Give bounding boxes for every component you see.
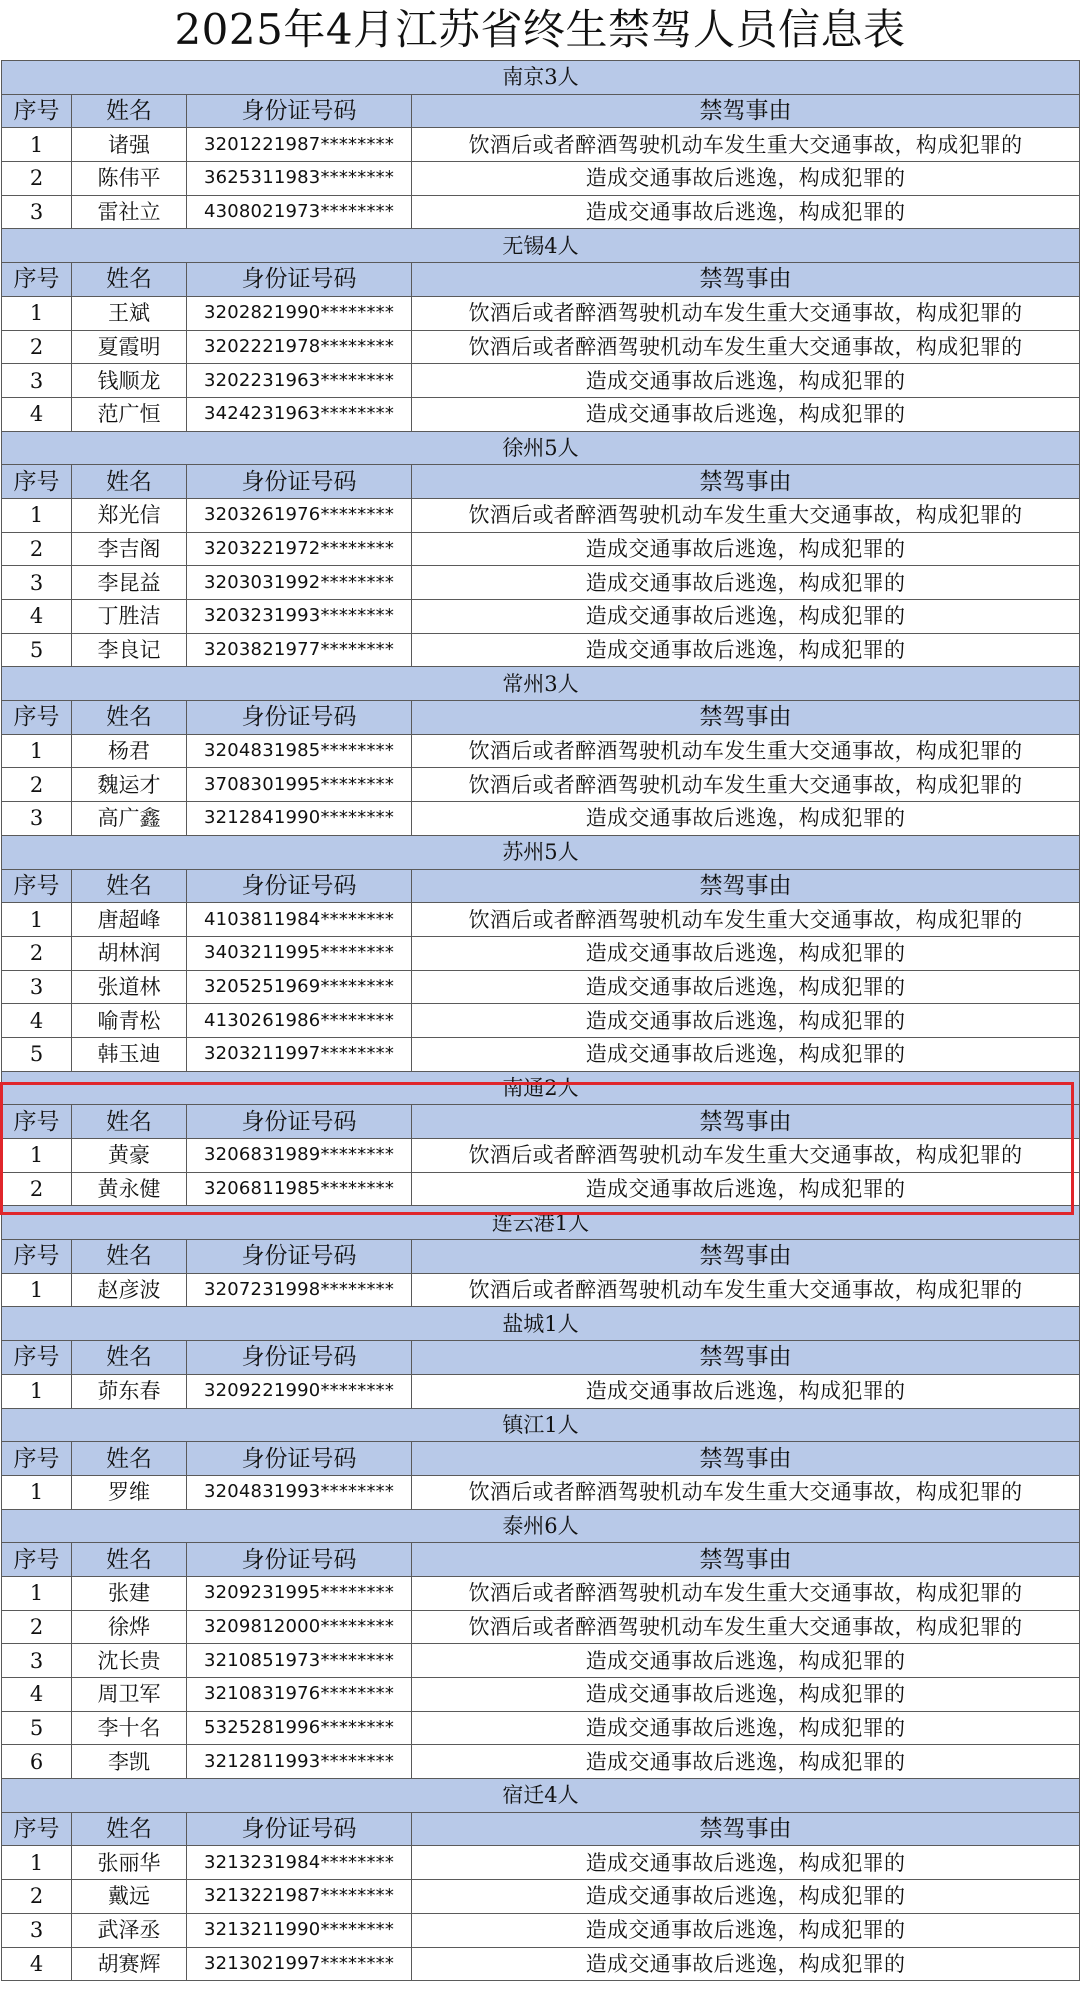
- city-group-header: [2, 431, 1080, 465]
- table-row: [2, 600, 1080, 634]
- row-id-number: 3210851973********: [187, 1644, 412, 1678]
- table-row: [2, 1846, 1080, 1880]
- column-header-col-id-number: 身份证号码: [187, 869, 412, 903]
- row-name: 钱顺龙: [72, 364, 187, 398]
- row-index: 5: [2, 1037, 72, 1071]
- row-id-number: 3212841990********: [187, 802, 412, 836]
- row-id-number: 4103811984********: [187, 903, 412, 937]
- row-id-number: 3209231995********: [187, 1576, 412, 1610]
- city-group-label: 盐城1人: [2, 1307, 1080, 1341]
- row-reason: 造成交通事故后逃逸，构成犯罪的: [412, 633, 1080, 667]
- row-reason: 造成交通事故后逃逸，构成犯罪的: [412, 970, 1080, 1004]
- row-name: 高广鑫: [72, 802, 187, 836]
- city-group-label: 南京3人: [2, 61, 1080, 95]
- row-name: 李良记: [72, 633, 187, 667]
- column-header-col-index: 序号: [2, 263, 72, 297]
- row-id-number: 3213231984********: [187, 1846, 412, 1880]
- row-index: 4: [2, 1678, 72, 1712]
- column-header-col-name: 姓名: [72, 701, 187, 735]
- column-header-row: [2, 263, 1080, 297]
- column-header-col-name: 姓名: [72, 1341, 187, 1375]
- city-group-header: [2, 1206, 1080, 1240]
- row-index: 2: [2, 768, 72, 802]
- row-id-number: 3203211997********: [187, 1037, 412, 1071]
- row-id-number: 3213021997********: [187, 1947, 412, 1981]
- row-id-number: 3204831993********: [187, 1475, 412, 1509]
- column-header-col-index: 序号: [2, 869, 72, 903]
- row-index: 1: [2, 128, 72, 162]
- row-index: 2: [2, 1880, 72, 1914]
- row-index: 4: [2, 1947, 72, 1981]
- row-name: 胡赛辉: [72, 1947, 187, 1981]
- row-reason: 饮酒后或者醉酒驾驶机动车发生重大交通事故，构成犯罪的: [412, 1475, 1080, 1509]
- row-id-number: 3210831976********: [187, 1678, 412, 1712]
- column-header-col-reason: 禁驾事由: [412, 1240, 1080, 1274]
- row-name: 李凯: [72, 1745, 187, 1779]
- row-name: 沈长贵: [72, 1644, 187, 1678]
- column-header-col-name: 姓名: [72, 869, 187, 903]
- column-header-col-name: 姓名: [72, 94, 187, 128]
- column-header-col-reason: 禁驾事由: [412, 869, 1080, 903]
- row-reason: 饮酒后或者醉酒驾驶机动车发生重大交通事故，构成犯罪的: [412, 330, 1080, 364]
- row-reason: 饮酒后或者醉酒驾驶机动车发生重大交通事故，构成犯罪的: [412, 903, 1080, 937]
- row-name: 戴远: [72, 1880, 187, 1914]
- column-header-col-reason: 禁驾事由: [412, 701, 1080, 735]
- row-index: 1: [2, 1475, 72, 1509]
- row-name: 丁胜洁: [72, 600, 187, 634]
- row-id-number: 3203221972********: [187, 532, 412, 566]
- row-index: 1: [2, 498, 72, 532]
- banned-drivers-table: [1, 60, 1080, 1981]
- row-name: 郑光信: [72, 498, 187, 532]
- column-header-col-name: 姓名: [72, 263, 187, 297]
- column-header-col-index: 序号: [2, 465, 72, 499]
- column-header-col-index: 序号: [2, 1240, 72, 1274]
- column-header-col-reason: 禁驾事由: [412, 1105, 1080, 1139]
- row-name: 武泽丞: [72, 1913, 187, 1947]
- table-row: [2, 1004, 1080, 1038]
- row-id-number: 3201221987********: [187, 128, 412, 162]
- table-row: [2, 768, 1080, 802]
- city-group-header: [2, 1071, 1080, 1105]
- row-index: 3: [2, 566, 72, 600]
- row-index: 2: [2, 1172, 72, 1206]
- city-group-label: 连云港1人: [2, 1206, 1080, 1240]
- row-id-number: 3206811985********: [187, 1172, 412, 1206]
- row-reason: 造成交通事故后逃逸，构成犯罪的: [412, 1678, 1080, 1712]
- table-row: [2, 566, 1080, 600]
- column-header-col-reason: 禁驾事由: [412, 1812, 1080, 1846]
- row-name: 黄豪: [72, 1139, 187, 1173]
- row-index: 5: [2, 633, 72, 667]
- row-id-number: 3209812000********: [187, 1610, 412, 1644]
- row-reason: 造成交通事故后逃逸，构成犯罪的: [412, 600, 1080, 634]
- column-header-row: [2, 701, 1080, 735]
- column-header-col-id-number: 身份证号码: [187, 1442, 412, 1476]
- table-row: [2, 734, 1080, 768]
- column-header-col-index: 序号: [2, 1812, 72, 1846]
- row-id-number: 3213221987********: [187, 1880, 412, 1914]
- city-group-header: [2, 1307, 1080, 1341]
- row-name: 范广恒: [72, 397, 187, 431]
- row-name: 魏运才: [72, 768, 187, 802]
- column-header-col-reason: 禁驾事由: [412, 1543, 1080, 1577]
- row-name: 黄永健: [72, 1172, 187, 1206]
- column-header-row: [2, 1812, 1080, 1846]
- row-reason: 造成交通事故后逃逸，构成犯罪的: [412, 1913, 1080, 1947]
- city-group-label: 泰州6人: [2, 1509, 1080, 1543]
- row-name: 李吉阁: [72, 532, 187, 566]
- row-reason: 饮酒后或者醉酒驾驶机动车发生重大交通事故，构成犯罪的: [412, 1139, 1080, 1173]
- row-name: 张建: [72, 1576, 187, 1610]
- row-reason: 饮酒后或者醉酒驾驶机动车发生重大交通事故，构成犯罪的: [412, 1273, 1080, 1307]
- row-id-number: 3202231963********: [187, 364, 412, 398]
- column-header-col-id-number: 身份证号码: [187, 1543, 412, 1577]
- column-header-col-id-number: 身份证号码: [187, 1105, 412, 1139]
- row-id-number: 5325281996********: [187, 1711, 412, 1745]
- table-row: [2, 633, 1080, 667]
- city-group-label: 无锡4人: [2, 229, 1080, 263]
- table-row: [2, 195, 1080, 229]
- row-index: 1: [2, 1846, 72, 1880]
- column-header-col-name: 姓名: [72, 1543, 187, 1577]
- row-name: 雷社立: [72, 195, 187, 229]
- row-reason: 造成交通事故后逃逸，构成犯罪的: [412, 162, 1080, 196]
- row-id-number: 3203231993********: [187, 600, 412, 634]
- row-name: 李昆益: [72, 566, 187, 600]
- row-reason: 饮酒后或者醉酒驾驶机动车发生重大交通事故，构成犯罪的: [412, 768, 1080, 802]
- table-row: [2, 1947, 1080, 1981]
- row-id-number: 3203031992********: [187, 566, 412, 600]
- row-name: 罗维: [72, 1475, 187, 1509]
- row-reason: 造成交通事故后逃逸，构成犯罪的: [412, 1172, 1080, 1206]
- column-header-col-index: 序号: [2, 1105, 72, 1139]
- row-index: 1: [2, 734, 72, 768]
- row-reason: 造成交通事故后逃逸，构成犯罪的: [412, 1745, 1080, 1779]
- table-row: [2, 1711, 1080, 1745]
- row-index: 3: [2, 1913, 72, 1947]
- column-header-col-reason: 禁驾事由: [412, 1442, 1080, 1476]
- table-row: [2, 1678, 1080, 1712]
- row-reason: 造成交通事故后逃逸，构成犯罪的: [412, 397, 1080, 431]
- row-id-number: 3424231963********: [187, 397, 412, 431]
- row-reason: 造成交通事故后逃逸，构成犯罪的: [412, 936, 1080, 970]
- row-index: 3: [2, 364, 72, 398]
- row-index: 4: [2, 1004, 72, 1038]
- row-index: 3: [2, 970, 72, 1004]
- column-header-col-id-number: 身份证号码: [187, 465, 412, 499]
- row-index: 1: [2, 1374, 72, 1408]
- row-name: 夏霞明: [72, 330, 187, 364]
- row-name: 韩玉迪: [72, 1037, 187, 1071]
- row-name: 茆东春: [72, 1374, 187, 1408]
- column-header-col-id-number: 身份证号码: [187, 1812, 412, 1846]
- row-reason: 造成交通事故后逃逸，构成犯罪的: [412, 1711, 1080, 1745]
- row-index: 1: [2, 1139, 72, 1173]
- table-row: [2, 1745, 1080, 1779]
- table-row: [2, 1172, 1080, 1206]
- city-group-label: 苏州5人: [2, 835, 1080, 869]
- city-group-label: 常州3人: [2, 667, 1080, 701]
- city-group-label: 南通2人: [2, 1071, 1080, 1105]
- row-reason: 造成交通事故后逃逸，构成犯罪的: [412, 1846, 1080, 1880]
- table-row: [2, 936, 1080, 970]
- table-row: [2, 1913, 1080, 1947]
- table-row: [2, 162, 1080, 196]
- table-body: [2, 61, 1080, 1981]
- column-header-col-index: 序号: [2, 94, 72, 128]
- row-id-number: 4308021973********: [187, 195, 412, 229]
- row-index: 5: [2, 1711, 72, 1745]
- row-index: 3: [2, 1644, 72, 1678]
- row-index: 1: [2, 903, 72, 937]
- column-header-col-index: 序号: [2, 1543, 72, 1577]
- table-row: [2, 364, 1080, 398]
- column-header-col-name: 姓名: [72, 1105, 187, 1139]
- row-index: 6: [2, 1745, 72, 1779]
- row-name: 赵彦波: [72, 1273, 187, 1307]
- row-index: 4: [2, 397, 72, 431]
- row-id-number: 3203261976********: [187, 498, 412, 532]
- table-row: [2, 1273, 1080, 1307]
- row-id-number: 3213211990********: [187, 1913, 412, 1947]
- row-reason: 造成交通事故后逃逸，构成犯罪的: [412, 1004, 1080, 1038]
- row-index: 2: [2, 162, 72, 196]
- row-id-number: 3203821977********: [187, 633, 412, 667]
- row-name: 徐烨: [72, 1610, 187, 1644]
- column-header-col-index: 序号: [2, 701, 72, 735]
- column-header-col-name: 姓名: [72, 465, 187, 499]
- table-row: [2, 532, 1080, 566]
- row-name: 王斌: [72, 296, 187, 330]
- table-row: [2, 1880, 1080, 1914]
- row-reason: 造成交通事故后逃逸，构成犯罪的: [412, 1374, 1080, 1408]
- row-id-number: 3212811993********: [187, 1745, 412, 1779]
- row-id-number: 4130261986********: [187, 1004, 412, 1038]
- table-row: [2, 802, 1080, 836]
- row-index: 4: [2, 600, 72, 634]
- table-row: [2, 330, 1080, 364]
- table-row: [2, 1139, 1080, 1173]
- row-index: 1: [2, 1273, 72, 1307]
- row-id-number: 3708301995********: [187, 768, 412, 802]
- table-row: [2, 1644, 1080, 1678]
- city-group-label: 宿迁4人: [2, 1779, 1080, 1813]
- row-id-number: 3204831985********: [187, 734, 412, 768]
- table-row: [2, 970, 1080, 1004]
- column-header-row: [2, 1341, 1080, 1375]
- row-id-number: 3206831989********: [187, 1139, 412, 1173]
- column-header-col-name: 姓名: [72, 1812, 187, 1846]
- row-index: 3: [2, 195, 72, 229]
- column-header-col-id-number: 身份证号码: [187, 1341, 412, 1375]
- row-name: 张道林: [72, 970, 187, 1004]
- city-group-header: [2, 229, 1080, 263]
- row-index: 2: [2, 936, 72, 970]
- city-group-header: [2, 667, 1080, 701]
- column-header-col-id-number: 身份证号码: [187, 263, 412, 297]
- row-index: 2: [2, 532, 72, 566]
- row-reason: 饮酒后或者醉酒驾驶机动车发生重大交通事故，构成犯罪的: [412, 1610, 1080, 1644]
- row-reason: 造成交通事故后逃逸，构成犯罪的: [412, 1037, 1080, 1071]
- row-id-number: 3205251969********: [187, 970, 412, 1004]
- table-row: [2, 1610, 1080, 1644]
- row-index: 1: [2, 296, 72, 330]
- row-reason: 造成交通事故后逃逸，构成犯罪的: [412, 1947, 1080, 1981]
- column-header-row: [2, 465, 1080, 499]
- city-group-label: 镇江1人: [2, 1408, 1080, 1442]
- row-name: 陈伟平: [72, 162, 187, 196]
- row-name: 胡林润: [72, 936, 187, 970]
- row-reason: 造成交通事故后逃逸，构成犯罪的: [412, 1880, 1080, 1914]
- row-reason: 造成交通事故后逃逸，构成犯罪的: [412, 1644, 1080, 1678]
- table-row: [2, 1037, 1080, 1071]
- row-reason: 造成交通事故后逃逸，构成犯罪的: [412, 566, 1080, 600]
- column-header-row: [2, 1442, 1080, 1476]
- row-index: 2: [2, 1610, 72, 1644]
- column-header-col-reason: 禁驾事由: [412, 1341, 1080, 1375]
- row-reason: 造成交通事故后逃逸，构成犯罪的: [412, 802, 1080, 836]
- city-group-header: [2, 835, 1080, 869]
- column-header-row: [2, 94, 1080, 128]
- column-header-col-index: 序号: [2, 1442, 72, 1476]
- row-name: 杨君: [72, 734, 187, 768]
- row-index: 2: [2, 330, 72, 364]
- row-name: 唐超峰: [72, 903, 187, 937]
- row-reason: 饮酒后或者醉酒驾驶机动车发生重大交通事故，构成犯罪的: [412, 734, 1080, 768]
- column-header-col-id-number: 身份证号码: [187, 94, 412, 128]
- column-header-col-reason: 禁驾事由: [412, 94, 1080, 128]
- column-header-col-name: 姓名: [72, 1442, 187, 1476]
- city-group-header: [2, 61, 1080, 95]
- page-title: 2025年4月江苏省终生禁驾人员信息表: [174, 5, 906, 54]
- row-reason: 饮酒后或者醉酒驾驶机动车发生重大交通事故，构成犯罪的: [412, 1576, 1080, 1610]
- table-row: [2, 1374, 1080, 1408]
- row-id-number: 3202221978********: [187, 330, 412, 364]
- row-index: 1: [2, 1576, 72, 1610]
- row-id-number: 3625311983********: [187, 162, 412, 196]
- city-group-header: [2, 1779, 1080, 1813]
- column-header-row: [2, 1105, 1080, 1139]
- row-reason: 造成交通事故后逃逸，构成犯罪的: [412, 364, 1080, 398]
- table-row: [2, 903, 1080, 937]
- row-reason: 饮酒后或者醉酒驾驶机动车发生重大交通事故，构成犯罪的: [412, 296, 1080, 330]
- table-row: [2, 1576, 1080, 1610]
- row-name: 周卫军: [72, 1678, 187, 1712]
- row-reason: 造成交通事故后逃逸，构成犯罪的: [412, 195, 1080, 229]
- row-reason: 造成交通事故后逃逸，构成犯罪的: [412, 532, 1080, 566]
- column-header-row: [2, 869, 1080, 903]
- column-header-col-index: 序号: [2, 1341, 72, 1375]
- row-index: 3: [2, 802, 72, 836]
- column-header-col-reason: 禁驾事由: [412, 263, 1080, 297]
- row-name: 张丽华: [72, 1846, 187, 1880]
- row-reason: 饮酒后或者醉酒驾驶机动车发生重大交通事故，构成犯罪的: [412, 128, 1080, 162]
- table-row: [2, 498, 1080, 532]
- table-row: [2, 128, 1080, 162]
- row-id-number: 3403211995********: [187, 936, 412, 970]
- column-header-col-name: 姓名: [72, 1240, 187, 1274]
- column-header-row: [2, 1543, 1080, 1577]
- table-row: [2, 296, 1080, 330]
- column-header-row: [2, 1240, 1080, 1274]
- column-header-col-id-number: 身份证号码: [187, 1240, 412, 1274]
- row-name: 喻青松: [72, 1004, 187, 1038]
- table-row: [2, 397, 1080, 431]
- city-group-header: [2, 1408, 1080, 1442]
- row-id-number: 3207231998********: [187, 1273, 412, 1307]
- row-name: 李十名: [72, 1711, 187, 1745]
- row-reason: 饮酒后或者醉酒驾驶机动车发生重大交通事故，构成犯罪的: [412, 498, 1080, 532]
- column-header-col-reason: 禁驾事由: [412, 465, 1080, 499]
- table-row: [2, 1475, 1080, 1509]
- column-header-col-id-number: 身份证号码: [187, 701, 412, 735]
- city-group-label: 徐州5人: [2, 431, 1080, 465]
- city-group-header: [2, 1509, 1080, 1543]
- row-id-number: 3202821990********: [187, 296, 412, 330]
- row-id-number: 3209221990********: [187, 1374, 412, 1408]
- row-name: 诸强: [72, 128, 187, 162]
